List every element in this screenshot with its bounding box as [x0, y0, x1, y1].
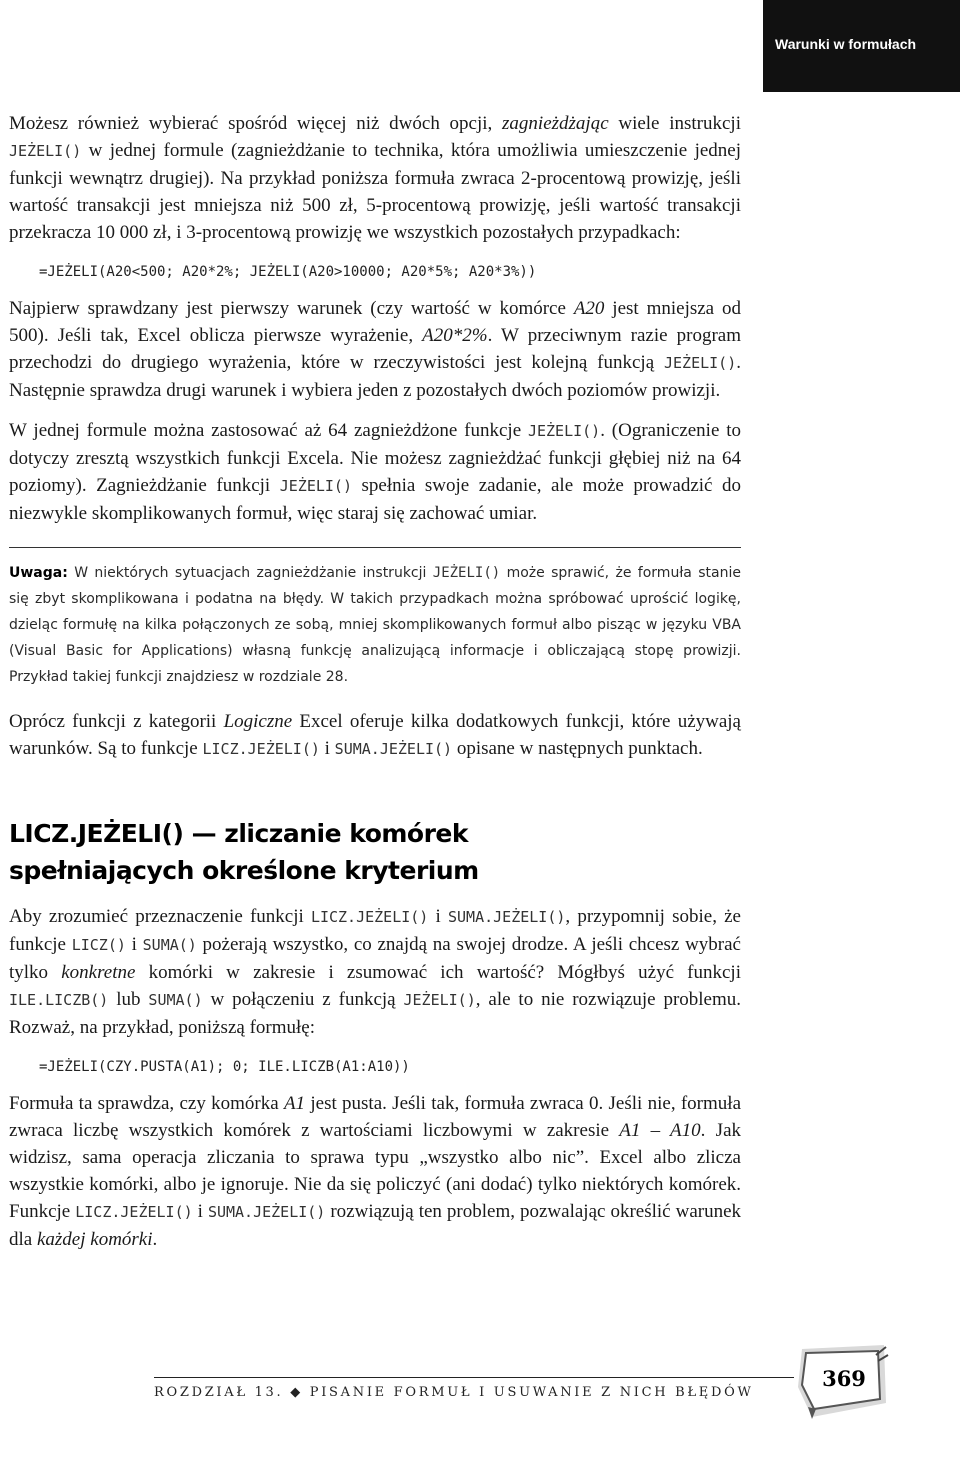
page-number: 369 — [822, 1366, 866, 1391]
inline-code: LICZ() — [71, 936, 126, 954]
inline-code: JEŻELI() — [432, 565, 501, 581]
footer-title: PISANIE FORMUŁ I USUWANIE Z NICH BŁĘDÓW — [309, 1385, 754, 1400]
paragraph-nesting: Możesz również wybierać spośród więcej niż dwóch opcji, zagnieżdżając wiele instrukcji JEŻELI() w jednej formule (zagnieżdżanie to technika, która umożliwia umieszczenie jednej funkcji wewnątrz drugiej). Na przykład poniższa formuła zwraca 2-procentową prowizję, jeśli wartość transakcji jest mniejsza niż 500 zł, 5-procentową prowizję, jeśli wartość transakcji przekracza 10 000 zł, i 3-procentową prowizję we wszystkich pozostałych przypadkach: — [9, 113, 741, 243]
footer-rule — [154, 1377, 794, 1378]
inline-code: LICZ.JEŻELI() — [75, 1203, 193, 1221]
inline-code: SUMA.JEŻELI() — [334, 740, 453, 758]
diamond-icon: ◆ — [290, 1385, 303, 1400]
inline-code: SUMA() — [142, 936, 197, 954]
inline-code: JEŻELI() — [664, 354, 737, 372]
chapter-tab — [763, 0, 960, 92]
inline-code: LICZ.JEŻELI() — [310, 908, 429, 926]
formula-example-count: =JEŻELI(CZY.PUSTA(A1); 0; ILE.LICZB(A1:A10)) — [39, 1059, 410, 1075]
inline-code: SUMA.JEŻELI() — [447, 908, 566, 926]
paragraph-limit: W jednej formule można zastosować aż 64 zagnieżdżone funkcje JEŻELI(). (Ograniczenie to dotyczy zresztą wszystkich funkcji Excela. Nie możesz zagnieżdżać funkcji głębiej niż na 64 poziomy). Zagnieżdżanie funkcji JEŻELI() spełnia swoje zadanie, ale może prowadzić do niezwykle skomplikowanych formuł, więc staraj się zachować umiar. — [9, 420, 741, 524]
formula-example-nested: =JEŻELI(A20<500; A20*2%; JEŻELI(A20>10000; A20*5%; A20*3%)) — [39, 264, 537, 280]
inline-code: SUMA() — [148, 991, 203, 1009]
chapter-tab-label: Warunki w formułach — [775, 36, 917, 52]
inline-code: JEŻELI() — [279, 477, 352, 495]
inline-code: LICZ.JEŻELI() — [202, 740, 320, 758]
inline-code: JEŻELI() — [403, 991, 476, 1009]
note-box: Uwaga: W niektórych sytuacjach zagnieżdżanie instrukcji JEŻELI() może sprawić, że formuła stanie się zbyt skomplikowana i podatna na błędy. W takich przypadkach można spróbować uprościć logikę, dzieląc formułę na kilka połączonych ze sobą, mniej skomplikowanych formuł albo pisząc w języku VBA (Visual Basic for Applications) własną funkcję analizującą informacje i obliczającą stopę prowizji. Przykład takiej funkcji znajdziesz w rozdziale 28. — [9, 547, 741, 690]
inline-code: ILE.LICZB() — [9, 991, 109, 1009]
inline-code: JEŻELI() — [9, 142, 82, 160]
page-content — [9, 110, 741, 1266]
inline-code: JEŻELI() — [527, 422, 601, 440]
running-footer — [154, 1385, 754, 1400]
paragraph-explanation: Formuła ta sprawdza, czy komórka A1 jest pusta. Jeśli tak, formuła zwraca 0. Jeśli nie, formuła zwraca liczbę wszystkich komórek z wartościami liczbowymi w zakresie A1 – A10. Jak widzisz, sama operacja zliczania to sprawa typu „wszystko albo nic”. Excel albo zlicza wszystkie komórki, albo je ignoruje. Nie da się policzyć (ani dodać) tylko niektórych komórek. Funkcje LICZ.JEŻELI() i SUMA.JEŻELI() rozwiązują ten problem, pozwalając określić warunek dla każdej komórki. — [9, 1093, 742, 1250]
paragraph-evaluation: Najpierw sprawdzany jest pierwszy warunek (czy wartość w komórce A20 jest mniejsza od 500). Jeśli tak, Excel oblicza pierwsze wyrażenie, A20*2%. W przeciwnym razie program przechodzi do drugiego wyrażenia, które w rzeczywistości jest kolejną funkcją JEŻELI(). Następnie sprawdza drugi warunek i wybiera jeden z pozostałych dwóch poziomów prowizji. — [9, 298, 742, 401]
inline-code: SUMA.JEŻELI() — [207, 1203, 326, 1221]
footer-chapter: ROZDZIAŁ 13. — [154, 1385, 284, 1400]
section-heading: LICZ.JEŻELI() — zliczanie komórek spełniających określone kryterium — [9, 819, 479, 885]
paragraph-purpose: Aby zrozumieć przeznaczenie funkcji LICZ.JEŻELI() i SUMA.JEŻELI(), przypomnij sobie, że funkcje LICZ() i SUMA() pożerają wszystko, co znajdą na swojej drodze. A jeśli chcesz wybrać tylko konkretne komórki w zakresie i zsumować ich wartość? Mógłbyś użyć funkcji ILE.LICZB() lub SUMA() w połączeniu z funkcją JEŻELI(), ale to nie rozwiązuje problemu. Rozważ, na przykład, poniższą formułę: — [9, 906, 742, 1038]
paragraph-other-functions: Oprócz funkcji z kategorii Logiczne Excel oferuje kilka dodatkowych funkcji, które używają warunków. Są to funkcje LICZ.JEŻELI() i SUMA.JEŻELI() opisane w następnych punktach. — [9, 711, 741, 759]
note-label: Uwaga: — [9, 565, 68, 581]
